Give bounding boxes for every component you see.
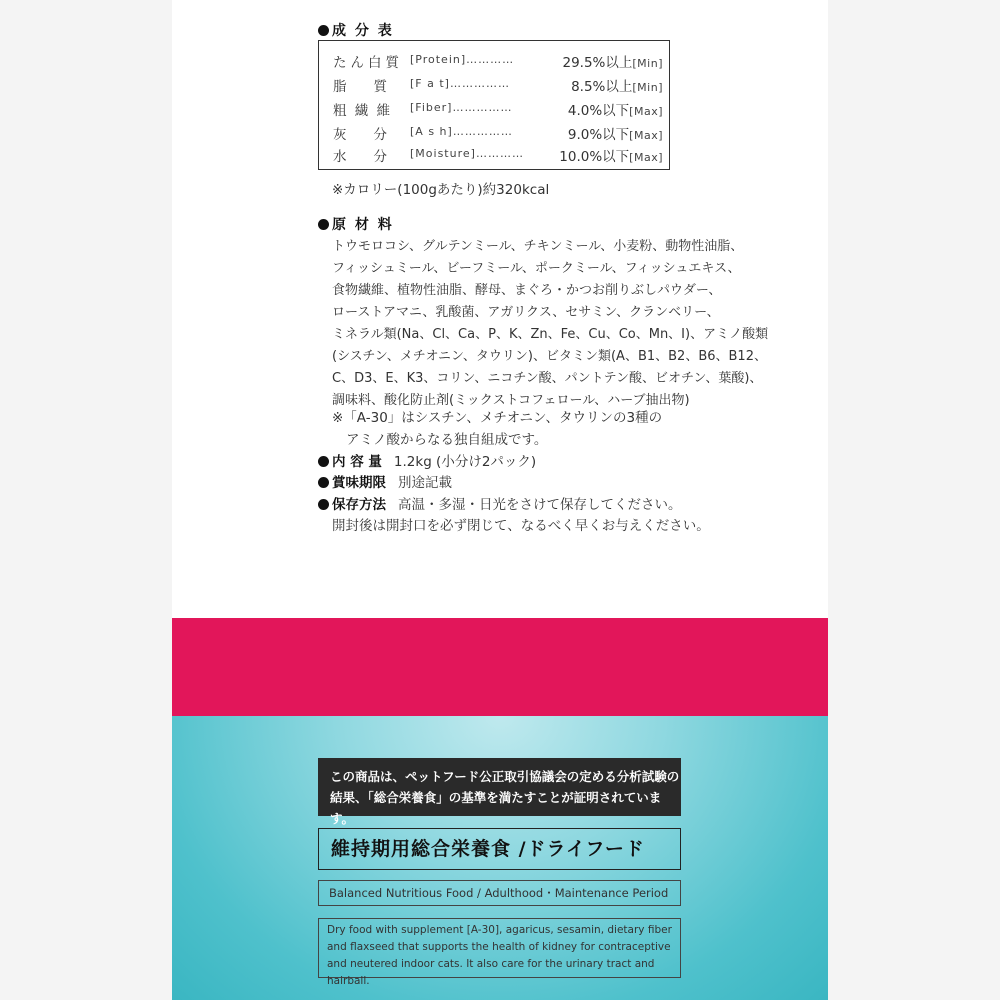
ingredient-line: ローストアマニ、乳酸菌、アガリクス、セサミン、クランベリー、	[332, 305, 720, 320]
composition-row-ash: 灰 分 [A s h]…………… 9.0%以下[Max]	[333, 125, 663, 143]
ingredient-line: トウモロコシ、グルテンミール、チキンミール、小麦粉、動物性油脂、	[332, 239, 744, 254]
composition-row-fiber: 粗 繊 維 [Fiber]…………… 4.0%以下[Max]	[333, 101, 663, 119]
certification-line: 結果、「総合栄養食」の基準を満たすことが証明されています。	[330, 790, 662, 826]
bullet-icon	[318, 219, 329, 230]
a30-note-continued: アミノ酸からなる独自組成です。	[346, 432, 548, 448]
composition-en: [Moisture]…………	[410, 147, 524, 160]
description-line: Dry food with supplement [A-30], agaricus, sesamin, dietary fiber	[327, 924, 672, 936]
ingredients-list	[332, 236, 769, 412]
food-type: 維持期用総合栄養食 /ドライフード	[318, 828, 681, 870]
bullet-icon	[318, 477, 329, 488]
ingredients-heading: 原 材 料	[318, 214, 394, 234]
composition-row-fat: 脂 質 [F a t]…………… 8.5%以上[Min]	[333, 77, 663, 95]
bullet-icon	[318, 456, 329, 467]
composition-row-moisture: 水 分 [Moisture]………… 10.0%以下[Max]	[333, 147, 663, 165]
composition-en: [F a t]……………	[410, 77, 510, 90]
left-margin	[0, 0, 172, 1000]
ingredient-line: 調味料、酸化防止剤(ミックストコフェロール、ハーブ抽出物)	[332, 393, 690, 408]
description-line: and neutered indoor cats. It also care for the urinary tract and hairball.	[327, 958, 655, 987]
composition-en: [Protein]…………	[410, 53, 515, 66]
right-margin	[828, 0, 1000, 1000]
composition-en: [A s h]……………	[410, 125, 513, 138]
storage-method: 保存方法 高温・多湿・日光をさけて保存してください。	[318, 494, 682, 516]
food-type-english: Balanced Nutritious Food / Adulthood・Maintenance Period	[318, 880, 681, 906]
ingredient-line: C、D3、E、K3、コリン、ニコチン酸、パントテン酸、ビオチン、葉酸)、	[332, 371, 763, 386]
a30-note: ※「A-30」はシスチン、メチオニン、タウリンの3種の	[332, 410, 663, 426]
composition-heading: 成 分 表	[318, 20, 394, 40]
ingredient-line: 食物繊維、植物性油脂、酵母、まぐろ・かつお削りぶしパウダー、	[332, 283, 722, 298]
composition-row-protein: たん白質 [Protein]………… 29.5%以上[Min]	[333, 53, 663, 71]
ingredient-line: (シスチン、メチオニン、タウリン)、ビタミン類(A、B1、B2、B6、B12、	[332, 349, 767, 364]
certification-box	[318, 758, 681, 826]
expiry-date: 賞味期限 別途記載	[318, 472, 452, 494]
composition-en: [Fiber]……………	[410, 101, 513, 114]
content-amount: 内 容 量 1.2kg (小分け2パック)	[318, 451, 536, 473]
description-line: and flaxseed that supports the health of kidney for contraceptive	[327, 941, 671, 953]
bullet-icon	[318, 25, 329, 36]
bullet-icon	[318, 499, 329, 510]
product-description	[318, 918, 681, 987]
composition-table	[318, 40, 670, 170]
package-panel	[172, 0, 828, 1000]
calorie-note: ※カロリー(100gあたり)約320kcal	[332, 182, 550, 198]
certification-line: この商品は、ペットフード公正取引協議会の定める分析試験の	[330, 769, 680, 784]
pink-band	[172, 618, 828, 716]
ingredient-line: フィッシュミール、ビーフミール、ポークミール、フィッシュエキス、	[332, 261, 741, 276]
label-area	[172, 0, 828, 618]
storage-method-continued: 開封後は開封口を必ず閉じて、なるべく早くお与えください。	[332, 518, 710, 534]
ingredient-line: ミネラル類(Na、Cl、Ca、P、K、Zn、Fe、Cu、Co、Mn、I)、アミノ酸類	[332, 327, 769, 342]
